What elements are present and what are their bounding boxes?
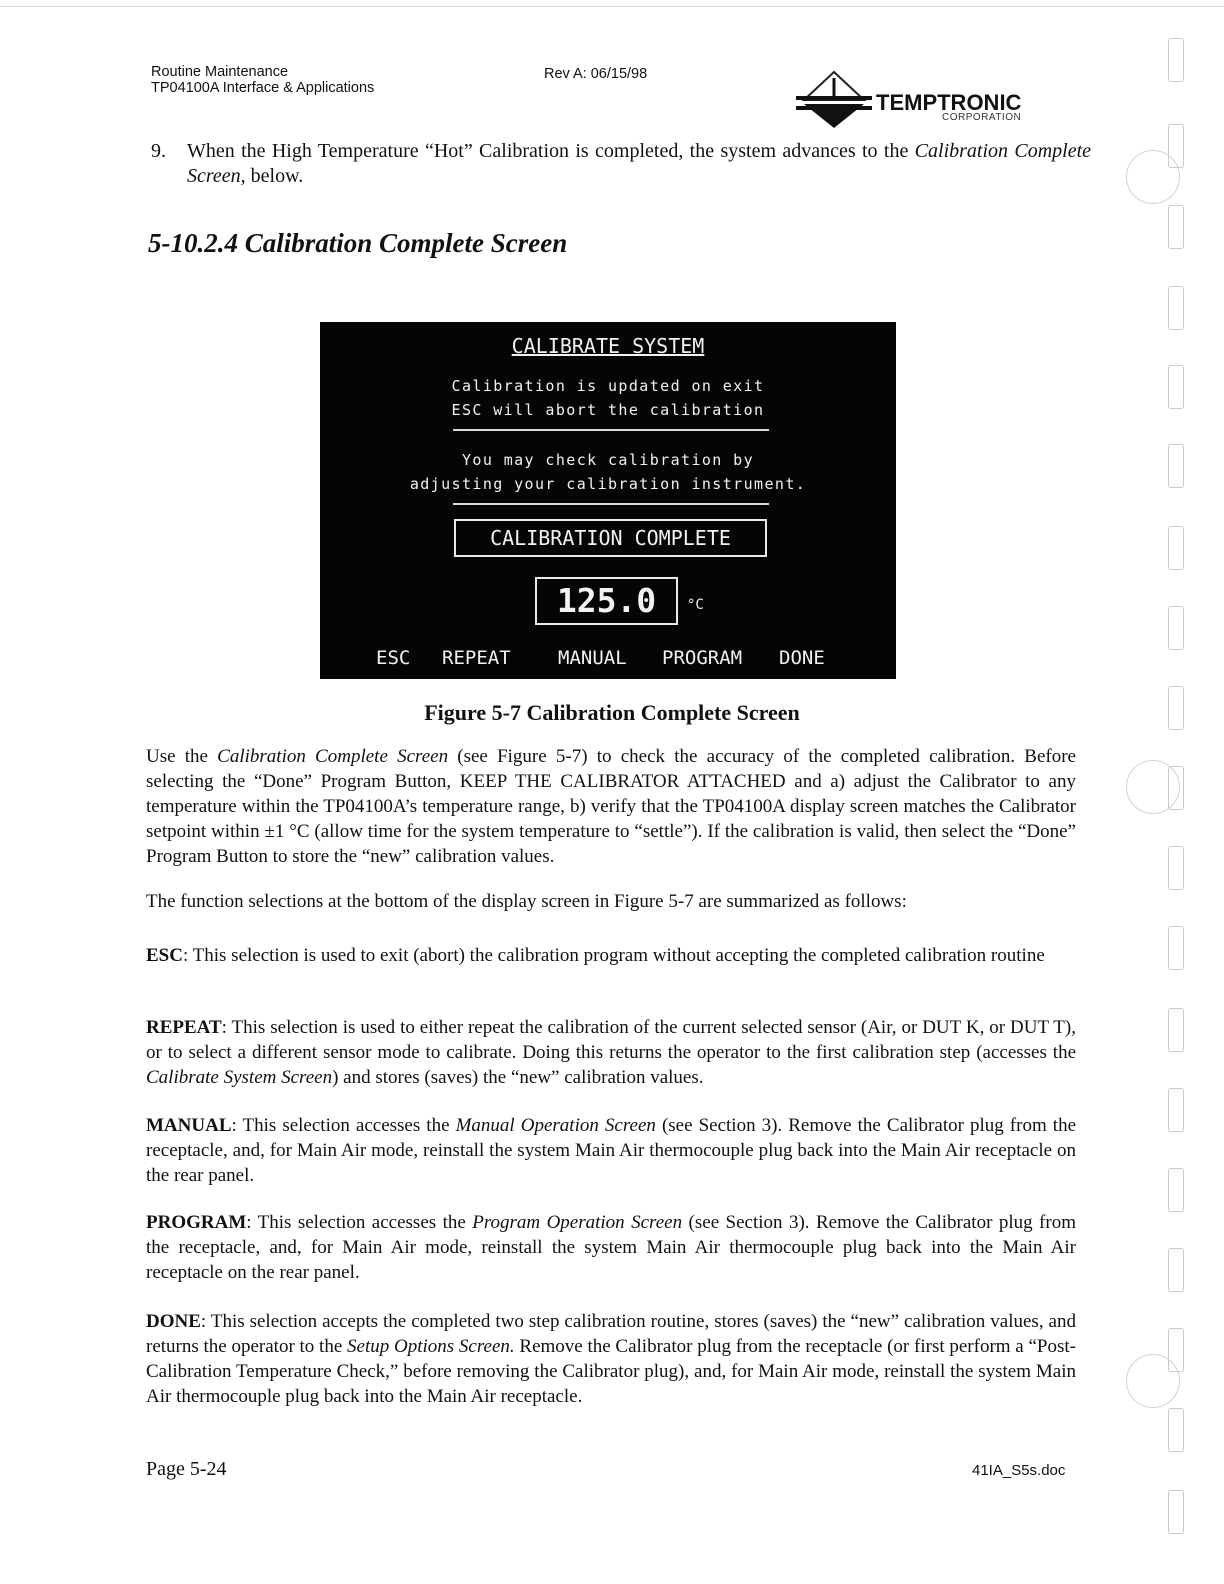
figure-caption: Figure 5-7 Calibration Complete Screen xyxy=(424,700,800,725)
esc-description xyxy=(146,943,1076,968)
manual-key[interactable]: MANUAL xyxy=(558,647,627,669)
binder-tab xyxy=(1168,365,1184,409)
repeat-text: ) and stores (saves) the “new” calibration values. xyxy=(332,1067,704,1088)
intro-text-part: (see Figure 5-7) to check the accuracy of the completed calibration. Before selecting the “Done” Program Button, KEEP THE CALIBRATOR ATTACHED and a) adjust the Calibrator to any temperature within the TP04100A’s temperature range, b) verify that the TP04100A display screen matches the Calibrator setpoint within ±1 °C (allow time for the system temperature to “settle”). If the calibration is valid, then select the “Done” Program Button to store the “new” calibration values. xyxy=(146,746,1076,867)
binder-tab xyxy=(1168,205,1184,249)
section-heading: 5-10.2.4 Calibration Complete Screen xyxy=(148,228,568,258)
done-key[interactable]: DONE xyxy=(779,647,825,669)
scan-top-edge xyxy=(0,6,1224,7)
repeat-description xyxy=(146,1015,1076,1090)
screen-divider xyxy=(453,429,769,431)
repeat-text-italic: Calibrate System Screen xyxy=(146,1067,333,1088)
binder-tab xyxy=(1168,926,1184,970)
repeat-text: : This selection is used to either repeat the calibration of the current selected sensor (Air, or DUT K, or DUT T), or to select a different sensor mode to calibrate. Doing this returns the operator to the first calibration step (accesses the xyxy=(146,1017,1076,1063)
screen-info-line: adjusting your calibration instrument. xyxy=(409,475,807,493)
header-revision: Rev A: 06/15/98 xyxy=(544,66,648,82)
step-text xyxy=(187,139,1091,189)
binder-tab xyxy=(1168,1168,1184,1212)
done-text-italic: Setup Options Screen. xyxy=(347,1336,515,1357)
temperature-readout: 125.0 xyxy=(535,577,678,625)
binder-tab xyxy=(1168,1408,1184,1452)
screen-info-line: Calibration is updated on exit xyxy=(451,377,765,395)
repeat-term: REPEAT xyxy=(146,1017,222,1038)
binder-tab xyxy=(1168,444,1184,488)
screen-divider xyxy=(453,503,769,505)
calibration-complete-screen-figure xyxy=(320,322,896,679)
binder-tab xyxy=(1168,38,1184,82)
done-term: DONE xyxy=(146,1311,201,1332)
manual-term: MANUAL xyxy=(146,1115,232,1136)
program-text: : This selection accesses the xyxy=(246,1212,473,1233)
program-term: PROGRAM xyxy=(146,1212,247,1233)
page-number: Page 5-24 xyxy=(146,1458,227,1480)
done-text: Remove the Calibrator plug from the receptacle (or first perform a “Post-Calibration Temperature Check,” before removing the Calibrator plug), and, for Main Air mode, reinstall the system Main Air thermocouple plug back into the Main Air receptacle. xyxy=(146,1336,1076,1407)
logo-arrows-icon xyxy=(794,70,874,130)
done-text: : This selection accepts the completed two step calibration routine, stores (saves) the “new” calibration values, and returns the operator to the xyxy=(146,1311,1076,1357)
step-text-italic: Calibration Complete Screen, xyxy=(187,140,1092,187)
temperature-unit: °C xyxy=(687,597,704,613)
intro-paragraph xyxy=(146,744,1076,869)
punch-hole xyxy=(1126,760,1180,814)
esc-text: : This selection is used to exit (abort) the calibration program without accepting the completed calibration routine xyxy=(182,945,1045,966)
screen-title: CALIBRATE SYSTEM xyxy=(511,334,705,358)
step-number: 9. xyxy=(151,140,166,162)
calibration-status-box: CALIBRATION COMPLETE xyxy=(454,519,767,557)
binder-tab xyxy=(1168,1490,1184,1534)
punch-hole xyxy=(1126,1354,1180,1408)
binder-tab xyxy=(1168,686,1184,730)
esc-key[interactable]: ESC xyxy=(376,647,411,669)
esc-term: ESC xyxy=(146,945,183,966)
binder-tab xyxy=(1168,1008,1184,1052)
company-logo xyxy=(794,70,1044,130)
step-9 xyxy=(151,139,1091,189)
program-text-italic: Program Operation Screen xyxy=(472,1212,683,1233)
manual-text-italic: Manual Operation Screen xyxy=(455,1115,656,1136)
step-text-part: When the High Temperature “Hot” Calibration is completed, the system advances to the xyxy=(187,140,915,162)
program-description xyxy=(146,1210,1076,1285)
program-text: (see Section 3). Remove the Calibrator plug from the receptacle, and, for Main Air mode, reinstall the system Main Air thermocouple plug back into the Main Air receptacle on the rear panel. xyxy=(146,1212,1076,1283)
manual-description xyxy=(146,1113,1076,1188)
binder-tab xyxy=(1168,526,1184,570)
screen-info-line: ESC will abort the calibration xyxy=(451,401,765,419)
screen-info-line: You may check calibration by xyxy=(461,451,755,469)
done-description xyxy=(146,1309,1076,1409)
running-header xyxy=(151,64,374,96)
repeat-key[interactable]: REPEAT xyxy=(442,647,511,669)
program-key[interactable]: PROGRAM xyxy=(662,647,743,669)
logo-name: TEMPTRONIC xyxy=(876,90,1022,115)
intro-text-part: Use the xyxy=(146,746,218,767)
header-doc-title: TP04100A Interface & Applications xyxy=(151,80,375,96)
punch-hole xyxy=(1126,150,1180,204)
intro-text-italic: Calibration Complete Screen xyxy=(217,746,449,767)
binder-tab xyxy=(1168,1248,1184,1292)
logo-corporation: CORPORATION xyxy=(942,112,1022,123)
summary-intro: The function selections at the bottom of the display screen in Figure 5-7 are summarized as follows: xyxy=(146,891,907,912)
manual-text: (see Section 3). Remove the Calibrator plug from the receptacle, and, for Main Air mode, reinstall the system Main Air thermocouple plug back into the Main Air receptacle on the rear panel. xyxy=(146,1115,1077,1186)
binder-tab xyxy=(1168,846,1184,890)
manual-text: : This selection accesses the xyxy=(231,1115,456,1136)
binder-tab xyxy=(1168,1088,1184,1132)
binder-tab xyxy=(1168,286,1184,330)
step-text-part: below. xyxy=(245,165,304,187)
document-filename: 41IA_S5s.doc xyxy=(972,1462,1066,1479)
binder-tab xyxy=(1168,606,1184,650)
header-section: Routine Maintenance xyxy=(151,64,289,80)
